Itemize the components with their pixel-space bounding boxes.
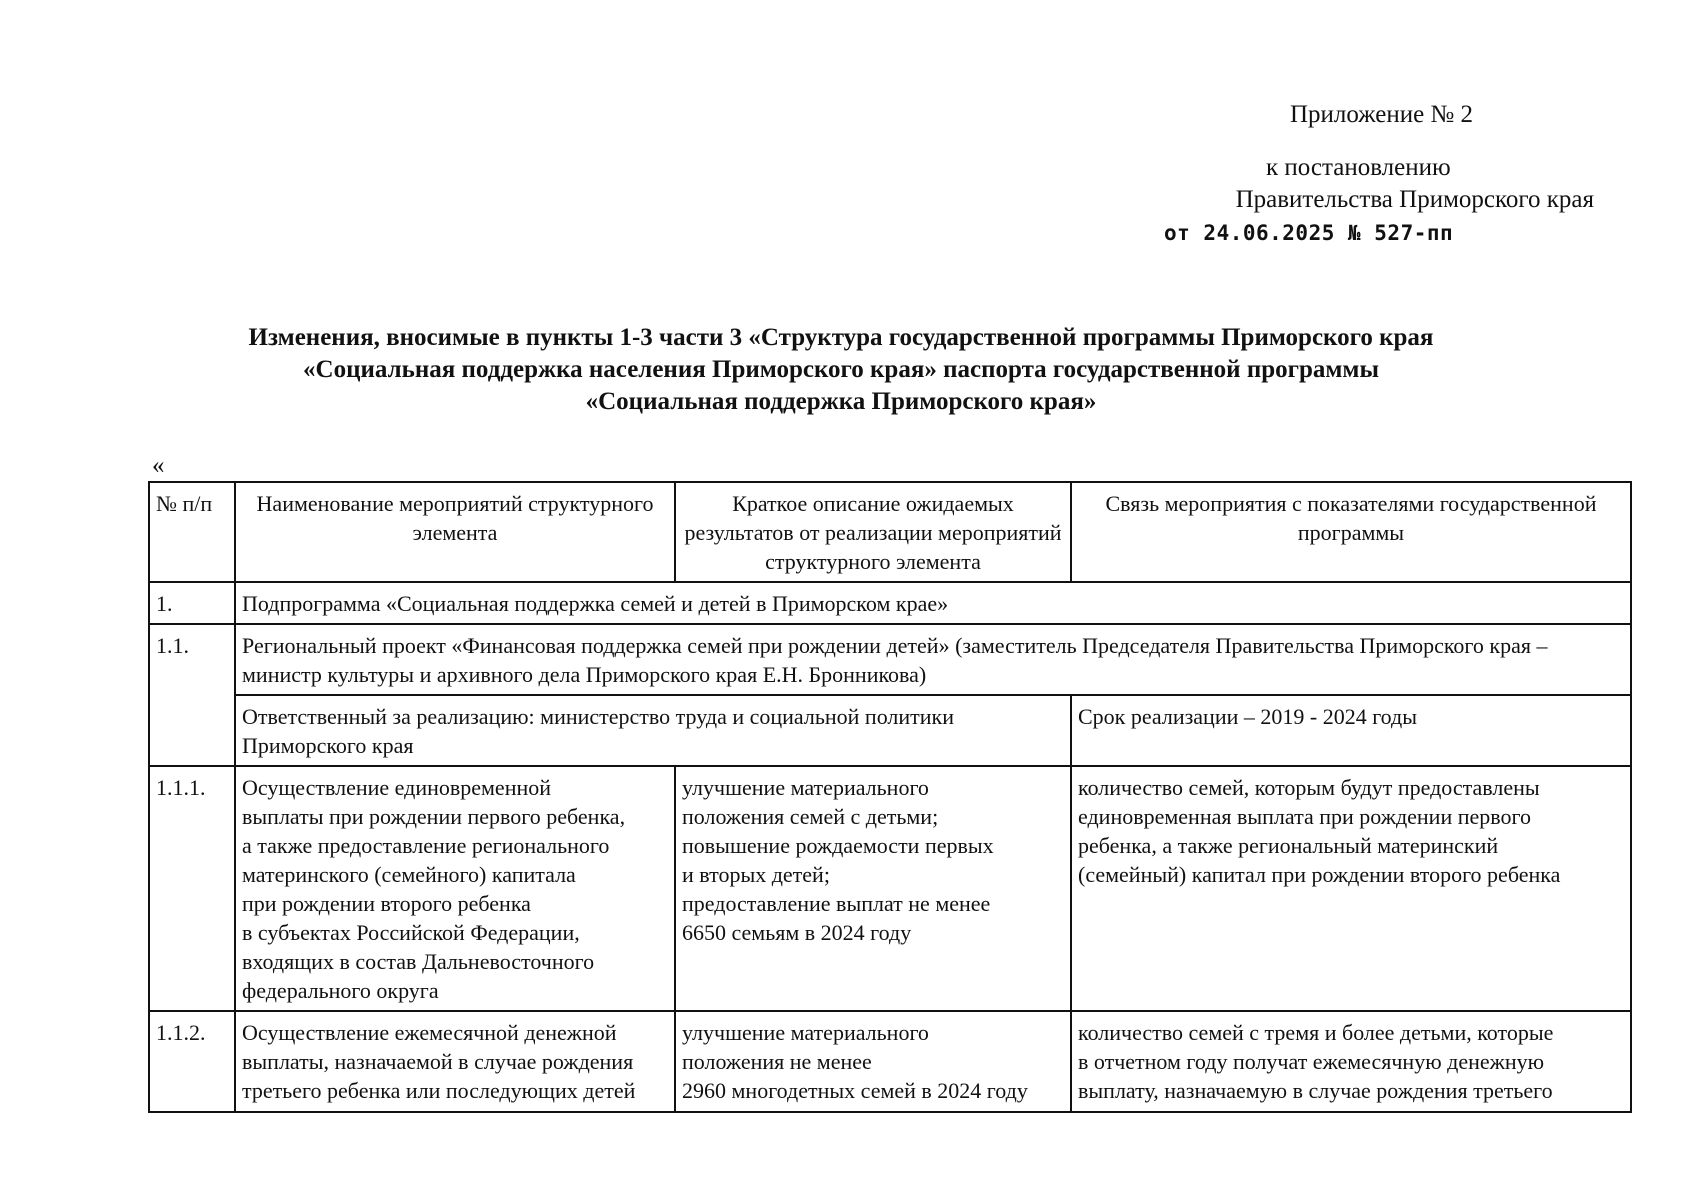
document-title — [0, 322, 1682, 418]
row-name — [235, 1011, 675, 1112]
project-meta-row — [149, 695, 1631, 766]
row-name-line: материнского (семейного) капитала — [242, 862, 576, 887]
title-line-1: Изменения, вносимые в пункты 1-3 части 3 «Структура государственной программы Приморского края — [248, 324, 1434, 351]
row-results — [675, 1011, 1071, 1112]
row-num: 1.1.2. — [149, 1011, 235, 1112]
row-result-line: положения семей с детьми; — [682, 804, 939, 829]
row-name-line: а также предоставление регионального — [242, 833, 610, 858]
project-responsible: Ответственный за реализацию: министерство труда и социальной политики Приморского края — [235, 695, 1071, 766]
row-result-line: улучшение материального — [682, 775, 929, 800]
row-result-line: положения не менее — [682, 1049, 872, 1074]
row-link-line: единовременная выплата при рождении первого — [1078, 804, 1531, 829]
row-result-line: улучшение материального — [682, 1020, 929, 1045]
row-link-line: количество семей с тремя и более детьми, которые — [1078, 1020, 1554, 1045]
row-result-line: 6650 семьям в 2024 году — [682, 920, 912, 945]
row-name-line: при рождении второго ребенка — [242, 891, 531, 916]
title-line-3: «Социальная поддержка Приморского края» — [585, 388, 1097, 415]
table-row — [149, 766, 1631, 1011]
row-name — [235, 766, 675, 1011]
row-name-line: выплаты при рождении первого ребенка, — [242, 804, 626, 829]
program-structure-table — [148, 481, 1632, 1113]
subprogram-num: 1. — [149, 582, 235, 624]
row-name-line: Осуществление единовременной — [242, 775, 552, 800]
opening-quote-mark: « — [152, 452, 165, 479]
title-line-2: «Социальная поддержка населения Приморского края» паспорта государственной программы — [303, 356, 1379, 383]
project-row — [149, 624, 1631, 695]
row-link-line: в отчетном году получат ежемесячную денежную — [1078, 1049, 1545, 1074]
header-link: Связь мероприятия с показателями государственной программы — [1071, 482, 1631, 582]
row-num: 1.1.1. — [149, 766, 235, 1011]
row-link-line: (семейный) капитал при рождении второго ребенка — [1078, 862, 1561, 887]
project-title: Региональный проект «Финансовая поддержка семей при рождении детей» (заместитель Председателя Правительства Приморского края – министр культуры и архивного дела Приморского края Е.Н. Бронникова) — [235, 624, 1631, 695]
row-link — [1071, 766, 1631, 1011]
resolution-date-number: от 24.06.2025 № 527-пп — [1164, 221, 1454, 245]
resolution-government: Правительства Приморского края — [1235, 186, 1594, 213]
row-link-line: количество семей, которым будут предоставлены — [1078, 775, 1540, 800]
header-results: Краткое описание ожидаемых результатов от реализации мероприятий структурного элемента — [675, 482, 1071, 582]
row-name-line: входящих в состав Дальневосточного — [242, 949, 595, 974]
project-period: Срок реализации – 2019 - 2024 годы — [1071, 695, 1631, 766]
header-num: № п/п — [149, 482, 235, 582]
table-header-row — [149, 482, 1631, 582]
row-name-line: Осуществление ежемесячной денежной — [242, 1020, 617, 1045]
subprogram-title: Подпрограмма «Социальная поддержка семей и детей в Приморском крае» — [235, 582, 1631, 624]
row-result-line: 2960 многодетных семей в 2024 году — [682, 1078, 1028, 1103]
header-name: Наименование мероприятий структурного элемента — [235, 482, 675, 582]
subprogram-row — [149, 582, 1631, 624]
row-link-line: ребенка, а также региональный материнский — [1078, 833, 1499, 858]
row-link-line: выплату, назначаемую в случае рождения третьего — [1078, 1078, 1553, 1103]
row-results — [675, 766, 1071, 1011]
row-result-line: предоставление выплат не менее — [682, 891, 991, 916]
resolution-to: к постановлению — [1266, 154, 1451, 181]
resolution-block — [1154, 152, 1594, 250]
row-result-line: повышение рождаемости первых — [682, 833, 994, 858]
row-name-line: выплаты, назначаемой в случае рождения — [242, 1049, 634, 1074]
row-result-line: и вторых детей; — [682, 862, 830, 887]
appendix-label: Приложение № 2 — [1290, 101, 1474, 128]
project-num: 1.1. — [149, 624, 235, 766]
table-row — [149, 1011, 1631, 1112]
row-name-line: федерального округа — [242, 978, 439, 1003]
row-name-line: третьего ребенка или последующих детей — [242, 1078, 636, 1103]
row-link — [1071, 1011, 1631, 1112]
row-name-line: в субъектах Российской Федерации, — [242, 920, 580, 945]
